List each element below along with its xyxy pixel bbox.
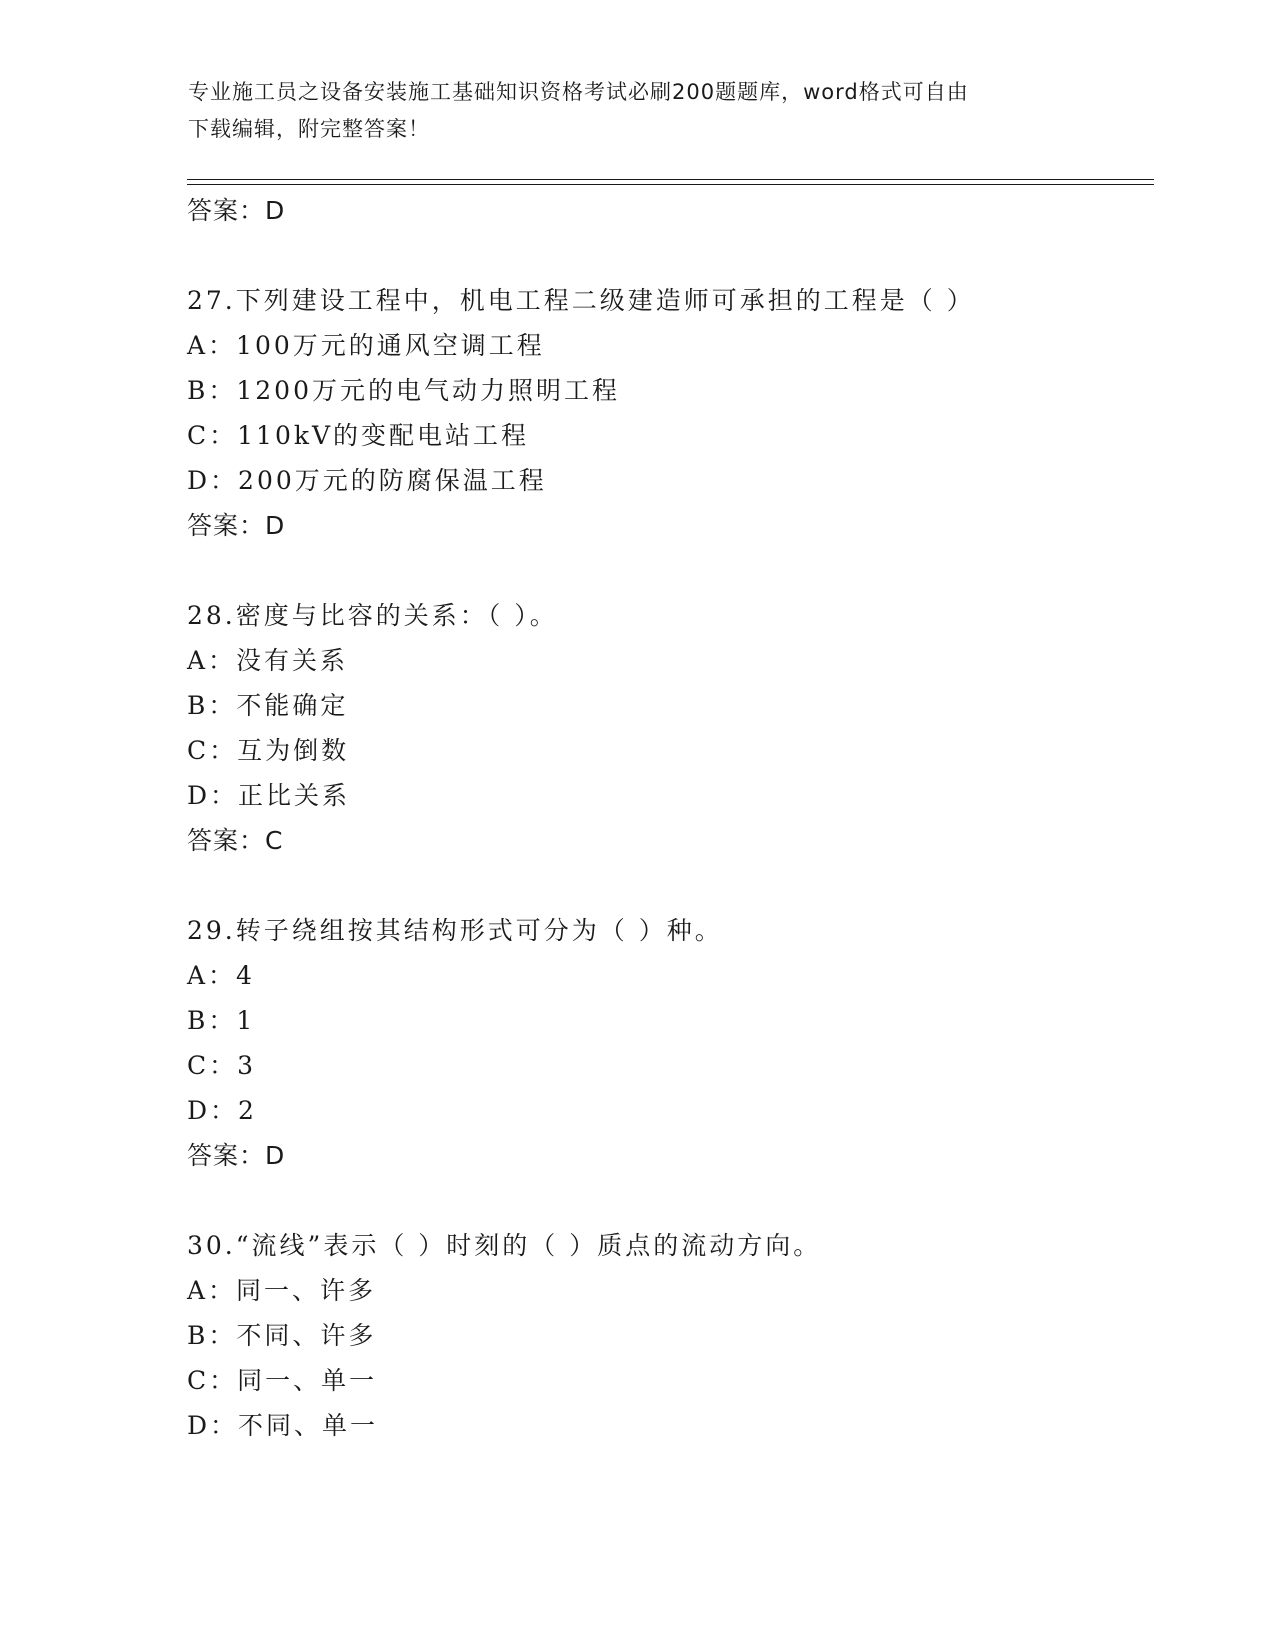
document-header [188, 74, 1068, 148]
question-stem: 30.“流线”表示（ ）时刻的（ ）质点的流动方向。 [187, 1231, 822, 1260]
question-stem: 29.转子绕组按其结构形式可分为（ ）种。 [187, 916, 723, 945]
question-block [187, 1223, 1147, 1448]
option-c: C：3 [187, 1051, 257, 1080]
option-a: A：没有关系 [187, 646, 349, 675]
option-d: D：2 [187, 1096, 257, 1125]
option-a: A：100万元的通风空调工程 [187, 331, 545, 360]
option-c: C：同一、单一 [187, 1366, 378, 1395]
question-answer: 答案：D [187, 511, 286, 540]
option-a: A：4 [187, 961, 255, 990]
option-b: B：1 [187, 1006, 256, 1035]
spacer [187, 863, 1147, 908]
option-b: B：不同、许多 [187, 1321, 377, 1350]
spacer [187, 233, 1147, 278]
spacer [187, 1178, 1147, 1223]
question-answer: 答案：D [187, 1141, 286, 1170]
previous-answer: 答案：D [187, 196, 286, 225]
question-stem: 27.下列建设工程中，机电工程二级建造师可承担的工程是（ ） [187, 286, 975, 315]
question-stem: 28.密度与比容的关系：（ ）。 [187, 601, 558, 630]
option-d: D：200万元的防腐保温工程 [187, 466, 547, 495]
header-divider-top [187, 179, 1154, 180]
spacer [187, 548, 1147, 593]
option-c: C：110kV的变配电站工程 [187, 421, 530, 450]
option-c: C：互为倒数 [187, 736, 350, 765]
header-title-line-2: 下载编辑，附完整答案！ [188, 117, 430, 141]
header-divider-bottom [187, 184, 1154, 185]
option-d: D：不同、单一 [187, 1411, 379, 1440]
option-d: D：正比关系 [187, 781, 351, 810]
question-answer: 答案：C [187, 826, 284, 855]
option-a: A：同一、许多 [187, 1276, 377, 1305]
question-block [187, 278, 1147, 548]
option-b: B：不能确定 [187, 691, 349, 720]
question-list [187, 188, 1147, 1448]
question-block [187, 908, 1147, 1178]
option-b: B：1200万元的电气动力照明工程 [187, 376, 620, 405]
header-title-line-1: 专业施工员之设备安装施工基础知识资格考试必刷200题题库，word格式可自由 [188, 80, 969, 104]
question-block [187, 593, 1147, 863]
